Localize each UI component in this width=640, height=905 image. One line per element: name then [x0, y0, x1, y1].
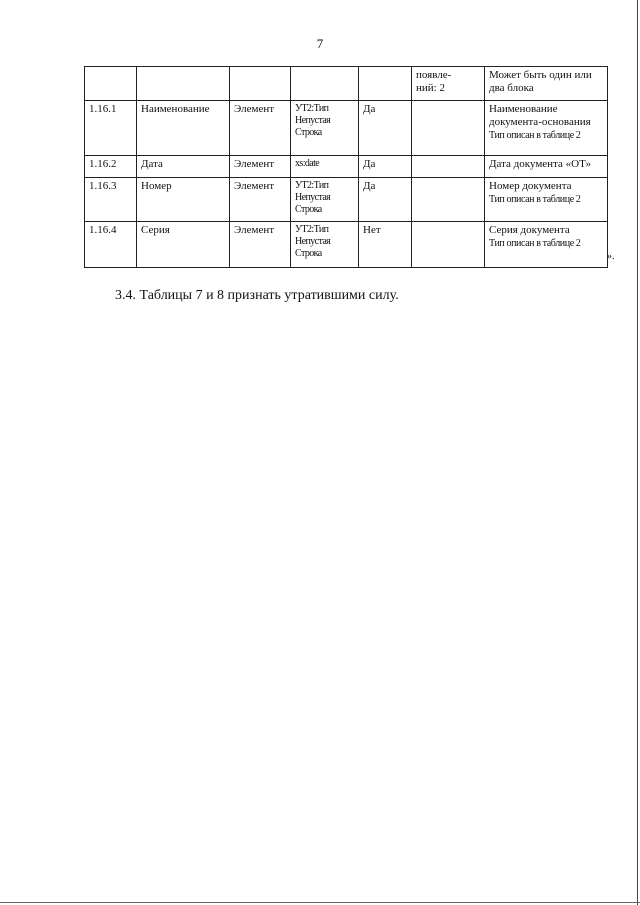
cell-multiplicity	[412, 178, 485, 222]
cell-required: Нет	[359, 222, 412, 268]
type-line: УТ2:Тип	[295, 180, 329, 191]
cell-multiplicity: появле- ний: 2	[412, 67, 485, 101]
cell-description	[485, 67, 608, 101]
description-line: Тип описан в таблице 2	[489, 194, 581, 205]
cell-kind: Элемент	[230, 156, 291, 178]
cell-name: Дата	[137, 156, 230, 178]
cell-kind	[230, 67, 291, 101]
type-line: xs:date	[295, 158, 320, 169]
cell-description	[485, 101, 608, 156]
cell-type	[291, 178, 359, 222]
description-line: два блока	[489, 82, 534, 94]
cell-description	[485, 222, 608, 268]
cell-name: Номер	[137, 178, 230, 222]
table-row	[85, 67, 608, 101]
type-line: Строка	[295, 248, 322, 259]
cell-code: 1.16.4	[85, 222, 137, 268]
description-line: Тип описан в таблице 2	[489, 130, 581, 141]
cell-type	[291, 156, 359, 178]
cell-type	[291, 101, 359, 156]
cell-code: 1.16.1	[85, 101, 137, 156]
page-number: 7	[316, 36, 324, 51]
description-line: Тип описан в таблице 2	[489, 238, 581, 249]
cell-name: Серия	[137, 222, 230, 268]
cell-type	[291, 67, 359, 101]
cell-required: Да	[359, 178, 412, 222]
table-row	[85, 156, 608, 178]
page-edge-bottom	[0, 902, 640, 903]
table-row	[85, 178, 608, 222]
closing-quote-mark: ».	[607, 251, 615, 262]
type-line: Строка	[295, 204, 322, 215]
description-line: Номер документа	[489, 180, 572, 192]
cell-required: Да	[359, 101, 412, 156]
type-line: Непустая	[295, 192, 331, 203]
cell-multiplicity	[412, 101, 485, 156]
type-line: Непустая	[295, 236, 331, 247]
description-line: Дата документа «ОТ»	[489, 158, 591, 170]
cell-name: Наименование	[137, 101, 230, 156]
cell-multiplicity	[412, 156, 485, 178]
table-row	[85, 222, 608, 268]
type-line: Непустая	[295, 115, 331, 126]
cell-multiplicity	[412, 222, 485, 268]
cell-type	[291, 222, 359, 268]
cell-kind: Элемент	[230, 178, 291, 222]
cell-code	[85, 67, 137, 101]
type-line: УТ2:Тип	[295, 224, 329, 235]
cell-kind: Элемент	[230, 222, 291, 268]
cell-required	[359, 67, 412, 101]
description-line: Может быть один или	[489, 69, 592, 81]
cell-code: 1.16.3	[85, 178, 137, 222]
table-row	[85, 101, 608, 156]
cell-kind: Элемент	[230, 101, 291, 156]
cell-description	[485, 156, 608, 178]
type-line: УТ2:Тип	[295, 103, 329, 114]
type-line: Строка	[295, 127, 322, 138]
description-line: Серия документа	[489, 224, 570, 236]
cell-required: Да	[359, 156, 412, 178]
page-edge-right	[637, 0, 638, 905]
description-line: документа-основания	[489, 116, 591, 128]
cell-name	[137, 67, 230, 101]
description-line: Наименование	[489, 103, 558, 115]
cell-description	[485, 178, 608, 222]
paragraph-3-4: 3.4. Таблицы 7 и 8 признать утратившими силу.	[115, 288, 399, 303]
schema-table	[84, 66, 608, 268]
cell-code: 1.16.2	[85, 156, 137, 178]
